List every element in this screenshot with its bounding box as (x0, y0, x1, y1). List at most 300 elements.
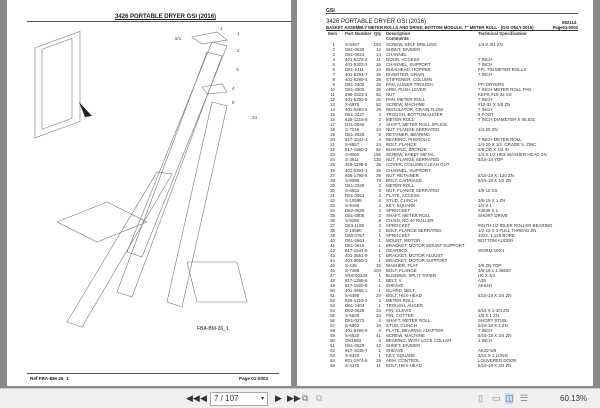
cell-part: 817-1542-4 (345, 137, 368, 143)
cell-spec: A35 (478, 277, 486, 283)
cell-qty: 4 (378, 137, 381, 143)
footer-ref: Ref FBA-BM-26_1 (30, 376, 69, 381)
footer-rule (27, 373, 279, 374)
cell-part: D61-2427 (345, 112, 365, 118)
cell-qty: 1 (378, 232, 381, 238)
cell-spec: 1/4-20 ZN (478, 127, 498, 133)
cell-item: 23 (330, 152, 335, 158)
cell-part: MHC00333 (345, 272, 368, 278)
right-page (297, 0, 593, 386)
cell-qty: 2 (378, 202, 381, 208)
cell-qty: 130 (373, 157, 381, 163)
cell-spec: 5/16-18 X 1/2 ZN (478, 177, 512, 183)
cell-desc: SCREW, SHEET METAL (386, 152, 435, 158)
cell-desc: COVER, COLUMN CLEAN OUT (386, 162, 450, 168)
cell-qty: 26 (376, 87, 381, 93)
cell-part: S-9168 (345, 202, 360, 208)
cell-desc: WASHER, FLAT (386, 262, 418, 268)
cell-item: 28 (330, 177, 335, 183)
cell-item: 40 (330, 237, 335, 243)
cell-item: 18 (330, 127, 335, 133)
cell-spec: LOUVERED DOOR (478, 358, 517, 364)
cell-qty: 2 (378, 318, 381, 324)
cell-spec: FFI, 7IN METER ROLLS (478, 67, 527, 73)
callout: 24 (252, 115, 258, 120)
paste-page-icon[interactable]: ⧉ (316, 393, 323, 403)
cell-desc: SCREW, MACHINE (386, 102, 425, 108)
cell-item: 16 (330, 117, 335, 123)
cell-item: 34 (330, 207, 335, 213)
cell-part: D61-2605 (345, 87, 365, 93)
zoom-level[interactable]: 60.13% (560, 394, 588, 403)
cell-desc: BOLT, CARRIAGE (386, 177, 423, 183)
cell-part: 817-1545-7 (345, 348, 368, 354)
next-page-icon[interactable]: ▶ (275, 393, 282, 403)
cell-spec: 5/16-18 X 3/4 ZN (478, 293, 512, 298)
cell-desc: PAN, AUGER TROUGH (386, 82, 433, 88)
cell-qty: 24 (376, 293, 381, 298)
cell-part: 401-5292-8 (345, 97, 368, 103)
two-page-continuous-icon[interactable]: ☰ (520, 393, 529, 403)
cell-qty: 1 (378, 353, 381, 359)
cell-part: D61-0616 (345, 242, 365, 248)
cell-qty: 52 (376, 102, 381, 108)
cell-qty: 1 (378, 303, 381, 309)
cell-spec: 5/16-18 YDP (478, 157, 504, 163)
table-header-comments (297, 36, 593, 41)
cell-qty: 2 (378, 298, 381, 304)
cell-spec: 7 INCH METER ROLL PAN (478, 87, 532, 93)
cell-qty: 4 (378, 338, 381, 344)
cell-qty: 26 (376, 107, 381, 113)
cell-spec: 1/4 X 1/2 HEX WASHER HEAD ZN (478, 152, 547, 158)
cell-qty: 26 (376, 167, 381, 173)
cell-qty: 8 (378, 217, 381, 223)
cell-qty: 8 (378, 197, 381, 203)
cell-desc: BOLT, HEX-HEAD (386, 293, 422, 298)
footer-page: Page 01-0003 (239, 376, 269, 381)
cell-desc: CHANNEL, SUPPORT (386, 62, 431, 68)
cell-qty: 26 (376, 77, 381, 83)
callout: 1 (220, 26, 223, 31)
cell-part: D61-0272 (345, 318, 365, 324)
cell-qty: 26 (376, 172, 381, 178)
cell-spec: 8 FOOT (478, 112, 494, 118)
cell-part: S-9089 (345, 177, 360, 183)
cell-desc: SCREW, MACHINE (386, 333, 425, 339)
cell-spec: 7 INCH DIAMETER X 95.831 (478, 117, 536, 123)
cell-qty: 204 (373, 267, 381, 273)
cell-part: 401-3661-9 (345, 252, 368, 258)
cell-qty: 1 (378, 247, 381, 253)
cell-desc: SHAFT, METER ROLL SPLICE (386, 122, 448, 128)
cell-desc: SPROCKET (386, 232, 411, 238)
cell-spec: 5/16-18 X 3/4 ZN (478, 363, 512, 369)
table-row (297, 363, 593, 368)
cell-desc: BOLT, FLANGE (386, 142, 417, 148)
cell-part: D61-0806 (345, 212, 365, 218)
cell-qty: 26 (376, 62, 381, 68)
cell-qty: 12 (376, 343, 381, 349)
cell-part: D61-0661 (345, 237, 365, 243)
cell-desc: NUT, FLANGE SERRATED (386, 157, 440, 163)
cell-spec: 1/4 X 3/4 ZN (478, 42, 503, 47)
cell-item: 8 (332, 77, 335, 83)
continuous-view-icon[interactable]: ▭ (492, 393, 501, 403)
cell-desc: KEY, SQUARE (386, 202, 416, 208)
header-item: Item (328, 31, 338, 36)
cell-desc: PLATE, ACCESS (386, 192, 420, 198)
cell-desc: RETAINER, BEARING (386, 132, 431, 138)
first-page-icon[interactable]: ◀◀ (186, 393, 200, 403)
right-page-title: 3426 PORTABLE DRYER GSI (2016) (326, 19, 427, 25)
cell-part: D61-2411 (345, 67, 364, 73)
cell-part: D61-0626 (345, 47, 365, 53)
cell-part: D61-0625 (345, 343, 365, 349)
cell-item: 59 (330, 333, 335, 339)
cell-desc: GEARBOX (386, 247, 408, 253)
cell-desc: SHAFT, METER ROLL (386, 318, 431, 324)
cell-desc: NUT, RETAINER (386, 172, 419, 178)
cell-qty: 11 (376, 57, 381, 63)
exploded-parts-diagram (7, 22, 291, 332)
cell-part: D60-0767 (345, 232, 365, 238)
cell-part: 401-5293-6 (345, 107, 368, 113)
brand-label: GSI (326, 8, 335, 14)
cell-qty: 26 (376, 82, 381, 88)
cell-item: 37 (330, 222, 335, 228)
header-desc: Description (386, 31, 411, 36)
cell-part: S-6495 (345, 293, 360, 298)
cell-spec: 7 INCH (478, 72, 493, 78)
header-comments: Comments (386, 36, 409, 41)
cell-item: 52 (330, 298, 335, 304)
cell-part: S-6962 (345, 323, 360, 329)
cell-part: 401-5296-9 (345, 328, 368, 334)
cell-item: 30 (330, 187, 335, 193)
cell-desc: PAN, METER ROLL (386, 97, 426, 103)
cell-part: 856-1795-6 (345, 172, 368, 178)
cell-desc: METER ROLL (386, 117, 415, 123)
cell-item: 63 (330, 353, 335, 359)
callout: 5 (232, 100, 235, 105)
cell-qty: 1 (378, 348, 381, 354)
cell-item: 31 (330, 192, 335, 198)
cell-item: 12 (330, 97, 335, 103)
cell-spec: SHORT DRIVE (478, 212, 508, 218)
cell-desc: METER ROLL (386, 298, 415, 304)
cell-spec: 5/16 X 1-3/4 ZN (478, 308, 509, 314)
cell-part: S-248 (345, 262, 357, 268)
cell-spec: 3/8 ZN YDP (478, 262, 502, 268)
cell-desc: PIN, COTTER (386, 313, 414, 319)
cell-part: 817-1500-8 (345, 282, 368, 288)
cell-qty: 41 (376, 333, 381, 339)
cell-desc: STUD, CLINCH (386, 197, 417, 203)
cell-part: D61-0624 (345, 52, 365, 58)
cell-qty: 24 (376, 67, 381, 73)
cell-desc: SPROCKET (386, 222, 411, 228)
cell-desc: BEARING, PHENOLIC (386, 137, 431, 143)
cell-spec: 4022, 1.125 BORE (478, 232, 515, 238)
cell-desc: ARM, CONTROL (386, 358, 420, 364)
cell-part: S-8420 (345, 353, 360, 359)
cell-part: GK1583 (345, 338, 362, 344)
cell-part: 401-5376-2 (345, 57, 368, 63)
cell-item: 6 (332, 67, 335, 73)
cell-item: 9 (332, 82, 335, 88)
cell-spec: FFI DRYERS (478, 82, 505, 88)
cell-item: 4 (332, 57, 335, 63)
cell-item: 65 (330, 363, 335, 369)
callout: 2 (237, 48, 240, 53)
cell-item: 10 (330, 87, 335, 93)
cell-desc: BOLT, FLANGE SERRATED (386, 227, 442, 233)
cell-item: 19 (330, 132, 335, 138)
subtitle-text: BASKET ASSEMBLY METER ROLLS AND DRIVE, BOTTOM MODULE, 7" METER ROLL - (GSI ONLY-2016) (326, 25, 534, 30)
cell-part: 817-1550-3 (345, 147, 368, 153)
cell-item: 36 (330, 217, 335, 223)
cell-desc: CHANNEL (386, 52, 407, 58)
cell-desc: METER ROLL (386, 182, 415, 188)
cell-desc: MOUNT, MOTOR (386, 237, 421, 243)
cell-item: 20 (330, 137, 335, 143)
cell-desc: TROUGH, BOTTOM AUGER (386, 112, 443, 118)
cell-item: 58 (330, 328, 335, 334)
cell-item: 38 (330, 227, 335, 233)
cell-part: D62-0629 (345, 207, 365, 213)
cell-item: 24 (330, 157, 335, 163)
cell-desc: BRACKET, MOTOR MOUNT SUPPORT (386, 242, 465, 248)
cell-qty: 1 (378, 242, 381, 248)
copy-page-icon[interactable]: ⧉ (302, 393, 309, 403)
cell-part: 825-1216-8 (345, 117, 368, 123)
cell-desc: TROUGH, AUGER (386, 303, 423, 309)
dropdown-chevron-icon[interactable]: ▾ (260, 396, 264, 402)
cell-qty: 1 (378, 252, 381, 258)
header-spec: Technical Specification (478, 31, 527, 36)
cell-desc: SHEET, DIVIDER (386, 343, 421, 349)
cell-part: S-10598 (345, 197, 362, 203)
callout: 4 (232, 86, 235, 91)
cell-desc: BUSHING, SPLIT TAPER (386, 272, 437, 278)
cell-part: S-6632 (345, 187, 360, 193)
cell-item: 2 (332, 47, 335, 53)
cell-qty: 24 (376, 127, 381, 133)
page-number-value: 7 / 107 (214, 394, 239, 403)
cell-item: 50 (330, 287, 335, 293)
cell-spec: WORM 100:1 (478, 247, 505, 253)
page-ref: Page01-0003 (552, 25, 578, 30)
cell-qty: 26 (376, 97, 381, 103)
cell-part: S-6497 (345, 42, 360, 47)
cell-qty: 14 (376, 52, 381, 58)
cell-part: 401-3659-3 (345, 257, 368, 263)
cell-part: D31-0846 (345, 122, 365, 128)
cell-part: S-6635 (345, 313, 360, 319)
cell-spec: 5/16-18 X 3/4 ZN (478, 333, 512, 339)
cell-item: 32 (330, 197, 335, 203)
cell-desc: BRACKET, MOTOR SUPPORT (386, 257, 448, 263)
cell-spec: #817H-1/2 IDLER ROLLER BEARING (478, 222, 553, 228)
cell-item: 22 (330, 147, 335, 153)
cell-item: 13 (330, 102, 335, 108)
cell-qty: 4 (378, 122, 381, 128)
cell-item: 1 (332, 42, 335, 47)
cell-qty: 8 (378, 132, 381, 138)
cell-qty: 2 (378, 117, 381, 123)
cell-desc: NUT, FLANGE SERRATED (386, 127, 440, 133)
cell-desc: PLATE, BEARING ADAPTER (386, 328, 444, 334)
cell-item: 57 (330, 323, 335, 329)
cell-part: 801-1974-6 (345, 358, 368, 364)
cell-part: S-7485 (345, 267, 360, 273)
cell-spec: 7 INCH (478, 328, 493, 334)
cell-item: 48 (330, 277, 335, 283)
cell-spec: 7 INCH (478, 62, 493, 68)
cell-desc: BELT, V (386, 277, 402, 283)
cell-spec: BOTTOM AUGER (478, 237, 514, 243)
last-page-icon[interactable]: ▶▶ (287, 393, 301, 403)
cell-item: 60 (330, 338, 335, 344)
page-number-input[interactable] (210, 392, 268, 406)
cell-spec: 3/8-16 SS (478, 187, 498, 193)
cell-spec: AK64H (478, 282, 492, 288)
cell-qty: 3 (378, 222, 381, 228)
cell-qty: 52 (376, 92, 381, 98)
cell-qty: 2 (378, 227, 381, 233)
cell-part: 401-5303-3 (345, 62, 368, 68)
cell-part: D61-0953 (345, 192, 365, 198)
cell-part: 401-3655-1 (345, 287, 368, 293)
cell-qty: 153 (373, 42, 381, 47)
cell-item: 54 (330, 308, 335, 314)
cell-spec: 1/8 X 1 ZN (478, 313, 499, 319)
cell-item: 15 (330, 112, 335, 118)
cell-spec: 1/4-20 X 1/2, GRADE 5, ZINC (478, 142, 537, 148)
cell-desc: DIVERTER, GRAIN (386, 72, 425, 78)
cell-item: 25 (330, 162, 335, 168)
previous-page-icon[interactable]: ◀ (200, 393, 207, 403)
cell-part: S-6975 (345, 102, 360, 108)
cell-desc: STIFFENER, COLUMN (386, 77, 432, 83)
cell-item: 49 (330, 282, 335, 288)
cell-desc: BOLT, HEX-HEAD (386, 363, 422, 369)
cell-qty: 11 (376, 363, 381, 369)
cell-desc: SHAFT, METER ROLL (386, 212, 431, 218)
cell-item: 21 (330, 142, 335, 148)
cell-part: S-8060 (345, 152, 360, 158)
cell-part: S-9250 (345, 217, 360, 223)
cell-item: 29 (330, 182, 335, 188)
callout: 6/1 (175, 36, 182, 41)
cell-spec: KEPS #10-32 SS (478, 92, 512, 98)
cell-qty: 1 (378, 237, 381, 243)
cell-part: D61-2828 (345, 132, 365, 138)
cell-item: 14 (330, 107, 335, 113)
cell-spec: SHORT STUB (478, 318, 507, 324)
cell-spec: AK22-5/8 (478, 348, 497, 354)
left-page (7, 0, 291, 386)
cell-part: 401-5289-4 (345, 77, 368, 83)
cell-part: 825-1219-2 (345, 298, 368, 304)
cell-spec: 5/16-18 X 1 ZN (478, 323, 508, 329)
cell-spec: H0 X 3/4 (478, 272, 496, 278)
cell-part: S-4275 (345, 363, 360, 369)
cell-desc: BEARING, WITH LOCK COLLAR (386, 338, 452, 344)
cell-item: 35 (330, 212, 335, 218)
cell-item: 11 (330, 92, 335, 98)
cell-desc: SHEET, DIVIDER (386, 47, 421, 53)
cell-desc: CHANNEL, SUPPORT (386, 167, 431, 173)
cell-part: D61-2406 (345, 82, 365, 88)
cell-qty: 78 (376, 177, 381, 183)
cell-item: 47 (330, 272, 335, 278)
cell-spec: 1/4 X 1 (478, 202, 492, 208)
cell-part: S-10580 (345, 227, 362, 233)
single-page-view-icon[interactable]: ▯ (478, 393, 483, 403)
cell-part: S-3611 (345, 157, 359, 163)
cell-item: 64 (330, 358, 335, 364)
cell-item: 51 (330, 293, 335, 298)
cell-qty: 2 (378, 112, 381, 118)
cell-item: 46 (330, 267, 335, 273)
cell-spec: 7 INCH (478, 97, 493, 103)
cell-part: 817-1544-6 (345, 247, 368, 253)
cell-spec: 1 INCH (478, 338, 493, 344)
two-page-view-icon[interactable]: ◫ (505, 393, 514, 403)
cell-spec: #10-32 X 3/8 ZN (478, 102, 511, 108)
cell-part: S-8857 (345, 142, 360, 148)
cell-qty: 2 (378, 192, 381, 198)
cell-spec: 3/8-16 x 1 J6500 (478, 267, 511, 273)
cell-part: 401-5294-7 (345, 72, 368, 78)
cell-item: 3 (332, 52, 335, 58)
cell-spec: 7 INCH (478, 57, 493, 63)
cell-desc: BULKHEAD, HOPPER (386, 67, 431, 73)
cell-item: 43 (330, 252, 335, 258)
cell-item: 53 (330, 303, 335, 309)
cell-item: 5 (332, 62, 335, 68)
callout: 1 (237, 31, 240, 36)
cell-item: 39 (330, 232, 335, 238)
callout: 3 (236, 67, 239, 72)
cell-spec: 3/8-16 X 1 ZN (478, 197, 506, 203)
cell-qty: 1 (378, 287, 381, 293)
cell-desc: CHAIN, NO 40 ROLLER (386, 217, 434, 223)
cell-item: 62 (330, 348, 335, 354)
cell-qty: 26 (376, 162, 381, 168)
cell-desc: GUARD, BELT (386, 287, 415, 293)
cell-item: 44 (330, 257, 335, 263)
cell-desc: PIN, CLEVIS (386, 308, 412, 314)
cell-part: 329-1196-8 (345, 162, 368, 168)
cell-spec: #4036 X 1 (478, 207, 499, 213)
cell-qty: 1 (378, 257, 381, 263)
cell-item: 27 (330, 172, 335, 178)
cell-spec: 1/2-13 X 3 FULL THREAD ZN (478, 227, 537, 233)
cell-desc: BUSHING, BRONZE (386, 147, 427, 153)
cell-qty: 4 (378, 328, 381, 334)
cell-desc: SHEAVE (386, 348, 404, 354)
diagram-caption: FBA-BM-26_1 (197, 326, 229, 332)
cell-desc: BRACKET, MOTOR ADJUST (386, 252, 444, 258)
cell-qty: 1 (378, 277, 381, 283)
cell-qty: 24 (376, 313, 381, 319)
cell-qty: 12 (376, 47, 381, 53)
cell-qty: 32 (376, 262, 381, 268)
cell-part: S-6620 (345, 333, 360, 339)
